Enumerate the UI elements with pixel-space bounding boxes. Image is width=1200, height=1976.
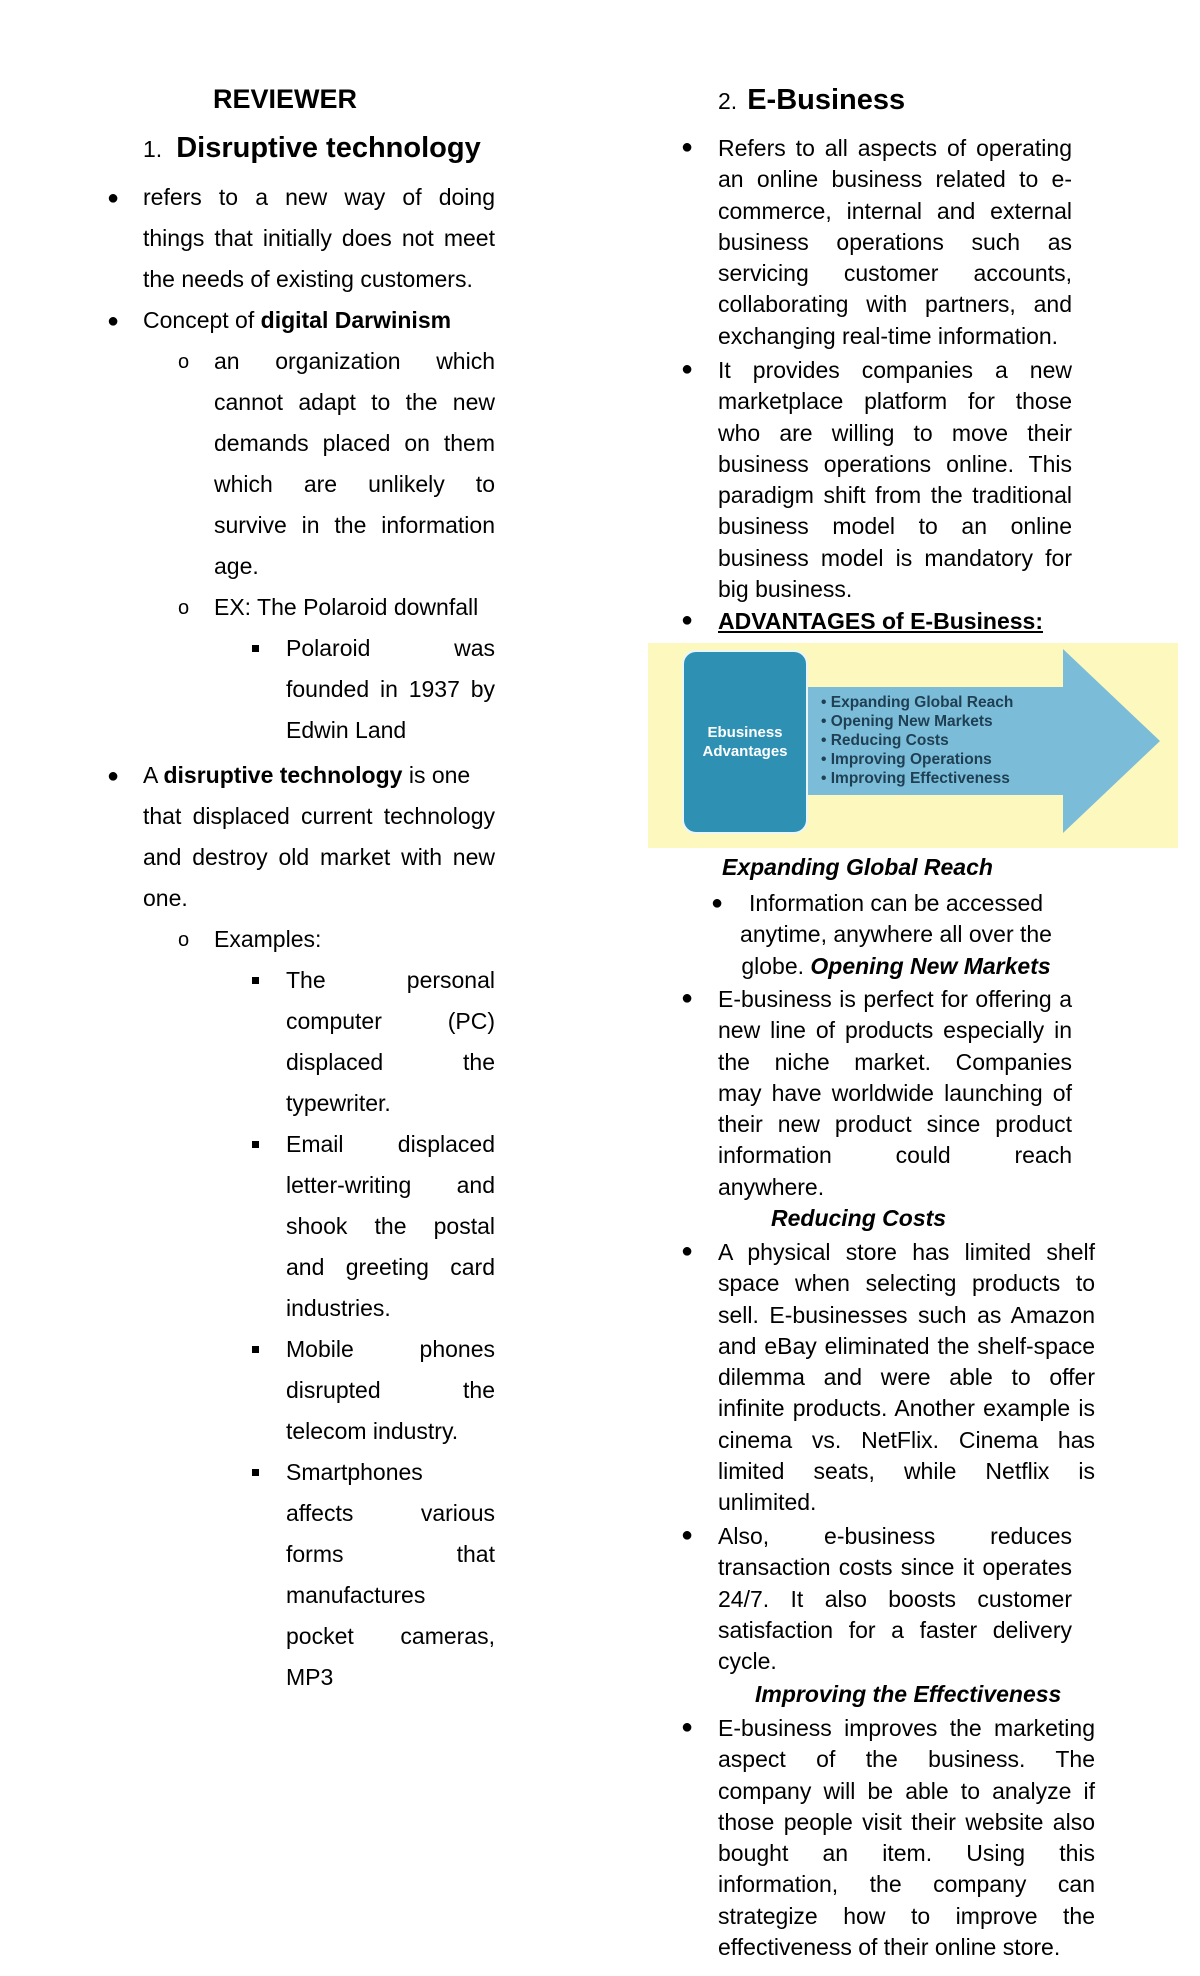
text-line: company will be able to analyze if — [718, 1777, 1095, 1804]
new-markets-heading: Opening New Markets — [810, 952, 1051, 979]
bullet-icon: ● — [681, 136, 694, 158]
text-line: effectiveness of their online store. — [718, 1934, 1061, 1961]
reviewer-title: REVIEWER — [213, 84, 358, 114]
text-line: limited seats, while Netflix is — [718, 1458, 1095, 1485]
example-smartphones — [286, 1452, 495, 1698]
square-bullet-icon — [252, 977, 259, 984]
bullet-icon: ● — [107, 765, 120, 787]
bullet-icon: ● — [681, 987, 694, 1009]
text-line: anytime, anywhere all over the — [740, 921, 1052, 948]
bullet-icon: ● — [107, 187, 120, 209]
text-line: business operations such as — [718, 228, 1072, 255]
text-line: that displaced current technology — [143, 803, 495, 829]
text-line: shook the postal — [286, 1213, 495, 1239]
box-label-line: Ebusiness — [707, 724, 783, 741]
section-1-number: 1. — [143, 136, 163, 162]
section-2-heading — [718, 84, 905, 117]
text-line: anywhere. — [718, 1173, 825, 1200]
square-bullet-icon — [252, 1141, 259, 1148]
text-line: aspect of the business. The — [718, 1746, 1095, 1773]
text-line: cannot adapt to the new — [214, 389, 495, 415]
text-line: founded in 1937 by — [286, 676, 495, 702]
square-bullet-icon — [252, 1469, 259, 1476]
text-line: sell. E-businesses such as Amazon — [718, 1301, 1095, 1328]
circle-bullet-icon: o — [178, 597, 190, 619]
text-line: displaced the — [286, 1049, 495, 1075]
effectiveness-heading: Improving the Effectiveness — [755, 1681, 1062, 1707]
text-span: Concept of — [143, 307, 261, 333]
text-line: MP3 — [286, 1664, 334, 1690]
text-line: It provides companies a new — [718, 357, 1072, 383]
text-line: forms that — [286, 1541, 495, 1567]
text-line: disrupted the — [286, 1377, 495, 1403]
text-line: infinite products. Another example is — [718, 1395, 1095, 1422]
box-label-line: Advantages — [702, 743, 788, 760]
advantage-label: Expanding Global Reach — [830, 694, 1014, 711]
text-line: the niche market. Companies — [718, 1048, 1072, 1075]
bullet-icon: ● — [681, 358, 694, 380]
text-line: The personal — [286, 967, 495, 993]
text-line: one. — [143, 885, 188, 911]
text-line: commerce, internal and external — [718, 197, 1072, 224]
text-line: new line of products especially in — [718, 1017, 1072, 1044]
text-line: paradigm shift from the traditional — [718, 482, 1072, 509]
text-line: typewriter. — [286, 1090, 391, 1116]
section-2-title: E-Business — [747, 84, 906, 116]
text-line: letter-writing and — [286, 1172, 495, 1198]
polaroid-detail — [286, 628, 495, 751]
text-line: demands placed on them — [214, 430, 495, 456]
text-line: and greeting card — [286, 1254, 495, 1280]
advantage-item: • Expanding Global Reach — [821, 694, 1014, 711]
text-line: refers to a new way of doing — [143, 184, 495, 210]
darwinism-definition — [214, 341, 495, 587]
text-line: survive in the information — [214, 512, 495, 538]
text-span: globe. — [741, 952, 811, 979]
example-mobile — [286, 1329, 495, 1452]
example-pc — [286, 960, 495, 1124]
text-line: their new product since product — [718, 1111, 1072, 1138]
text-line: space when selecting products to — [718, 1270, 1095, 1297]
reducing-costs-heading: Reducing Costs — [771, 1205, 947, 1231]
advantage-item: • Improving Effectiveness — [821, 770, 1010, 787]
text-line: business operations online. This — [718, 450, 1072, 477]
advantage-label: Improving Effectiveness — [830, 770, 1010, 787]
text-line: an online business related to e- — [718, 166, 1072, 193]
text-line: telecom industry. — [286, 1418, 459, 1444]
text-line: cinema vs. NetFlix. Cinema has — [718, 1426, 1095, 1453]
text-line: manufactures — [286, 1582, 426, 1608]
text-line — [143, 755, 495, 796]
square-bullet-icon — [252, 645, 259, 652]
bullet-icon: ● — [681, 1716, 694, 1738]
advantage-label: Opening New Markets — [830, 713, 993, 730]
text-line: E-business is perfect for offering a — [718, 986, 1072, 1012]
text-line: collaborating with partners, and — [718, 291, 1072, 318]
text-line: Edwin Land — [286, 717, 407, 743]
advantage-label: Improving Operations — [830, 751, 992, 768]
text-line: servicing customer accounts, — [718, 260, 1072, 287]
text-line: Polaroid was — [286, 635, 495, 661]
text-line: E-business improves the marketing — [718, 1715, 1095, 1741]
bullet-icon: ● — [681, 609, 694, 631]
circle-bullet-icon: o — [178, 351, 190, 373]
advantage-label: Reducing Costs — [830, 732, 949, 749]
ebusiness-advantages-diagram — [648, 643, 1178, 848]
text-line: and eBay eliminated the shelf-space — [718, 1332, 1095, 1359]
text-line: those people visit their website also — [718, 1808, 1095, 1835]
text-line: and destroy old market with new — [143, 844, 495, 870]
disruptive-definition — [143, 755, 495, 919]
text-line: may have worldwide launching of — [718, 1079, 1072, 1106]
text-line: things that initially does not meet — [143, 225, 495, 251]
text-line: who are willing to move their — [718, 419, 1072, 446]
text-line: big business. — [718, 576, 853, 603]
text-line: Mobile phones — [286, 1336, 495, 1362]
text-span: is one — [402, 762, 471, 788]
text-line: satisfaction for a faster delivery — [718, 1616, 1072, 1643]
text-line: Email displaced — [286, 1131, 495, 1157]
text-line: Information can be accessed — [748, 890, 1044, 916]
examples-label: Examples: — [214, 926, 322, 952]
text-line: Also, e-business reduces — [718, 1523, 1072, 1549]
text-line: which are unlikely to — [214, 471, 495, 497]
ebusiness-marketplace-paragraph — [718, 355, 1072, 605]
text-line: Smartphones — [286, 1459, 423, 1485]
text-line: unlimited. — [718, 1489, 817, 1516]
digital-darwinism-item — [143, 300, 451, 341]
text-span: A — [143, 762, 164, 788]
text-line: business model to an online — [718, 513, 1072, 540]
text-line: strategize how to improve the — [718, 1902, 1095, 1929]
text-line: age. — [214, 553, 259, 579]
text-line: cycle. — [718, 1648, 777, 1675]
text-line: transaction costs since it operates — [718, 1554, 1072, 1581]
text-line — [726, 951, 1066, 982]
text-line: dilemma and were able to offer — [718, 1364, 1095, 1391]
text-line: pocket cameras, — [286, 1623, 495, 1649]
text-line: business model is mandatory for — [718, 544, 1072, 571]
text-line: industries. — [286, 1295, 391, 1321]
advantage-item: • Reducing Costs — [821, 732, 949, 749]
example-email — [286, 1124, 495, 1329]
text-line: exchanging real-time information. — [718, 322, 1059, 349]
circle-bullet-icon: o — [178, 929, 190, 951]
advantage-item: • Opening New Markets — [821, 713, 993, 730]
global-reach-text — [726, 888, 1066, 982]
reducing-costs-paragraph — [718, 1237, 1095, 1519]
ebusiness-advantages-box — [682, 650, 808, 834]
text-line: information, the company can — [718, 1871, 1095, 1898]
bullet-icon: ● — [681, 1240, 694, 1262]
text-line: information could reach — [718, 1142, 1072, 1169]
bullet-icon: ● — [107, 310, 120, 332]
new-markets-paragraph — [718, 984, 1072, 1203]
square-bullet-icon — [252, 1346, 259, 1353]
text-line: computer (PC) — [286, 1008, 495, 1034]
global-reach-heading: Expanding Global Reach — [722, 854, 993, 880]
transaction-costs-paragraph — [718, 1521, 1072, 1677]
polaroid-example: EX: The Polaroid downfall — [214, 594, 479, 620]
bold-term: disruptive technology — [163, 762, 403, 788]
section-2-number: 2. — [718, 88, 738, 114]
text-line: Refers to all aspects of operating — [718, 135, 1072, 161]
text-line: affects various — [286, 1500, 495, 1526]
definition-paragraph — [143, 177, 495, 300]
advantage-item: • Improving Operations — [821, 751, 992, 768]
bullet-icon: ● — [711, 892, 724, 914]
section-1-heading — [143, 132, 481, 165]
text-line: an organization which — [214, 348, 495, 374]
box-label — [702, 723, 787, 761]
text-line: marketplace platform for those — [718, 388, 1072, 415]
section-1-title: Disruptive technology — [176, 132, 481, 164]
advantages-heading: ADVANTAGES of E-Business: — [718, 608, 1044, 634]
effectiveness-paragraph — [718, 1713, 1095, 1963]
bold-term: digital Darwinism — [260, 307, 452, 333]
advantages-list — [821, 693, 1013, 788]
text-line: bought an item. Using this — [718, 1840, 1095, 1867]
ebusiness-definition — [718, 133, 1072, 352]
text-line: the needs of existing customers. — [143, 266, 473, 292]
text-line: A physical store has limited shelf — [718, 1239, 1095, 1265]
text-line: 24/7. It also boosts customer — [718, 1585, 1072, 1612]
bullet-icon: ● — [681, 1524, 694, 1546]
